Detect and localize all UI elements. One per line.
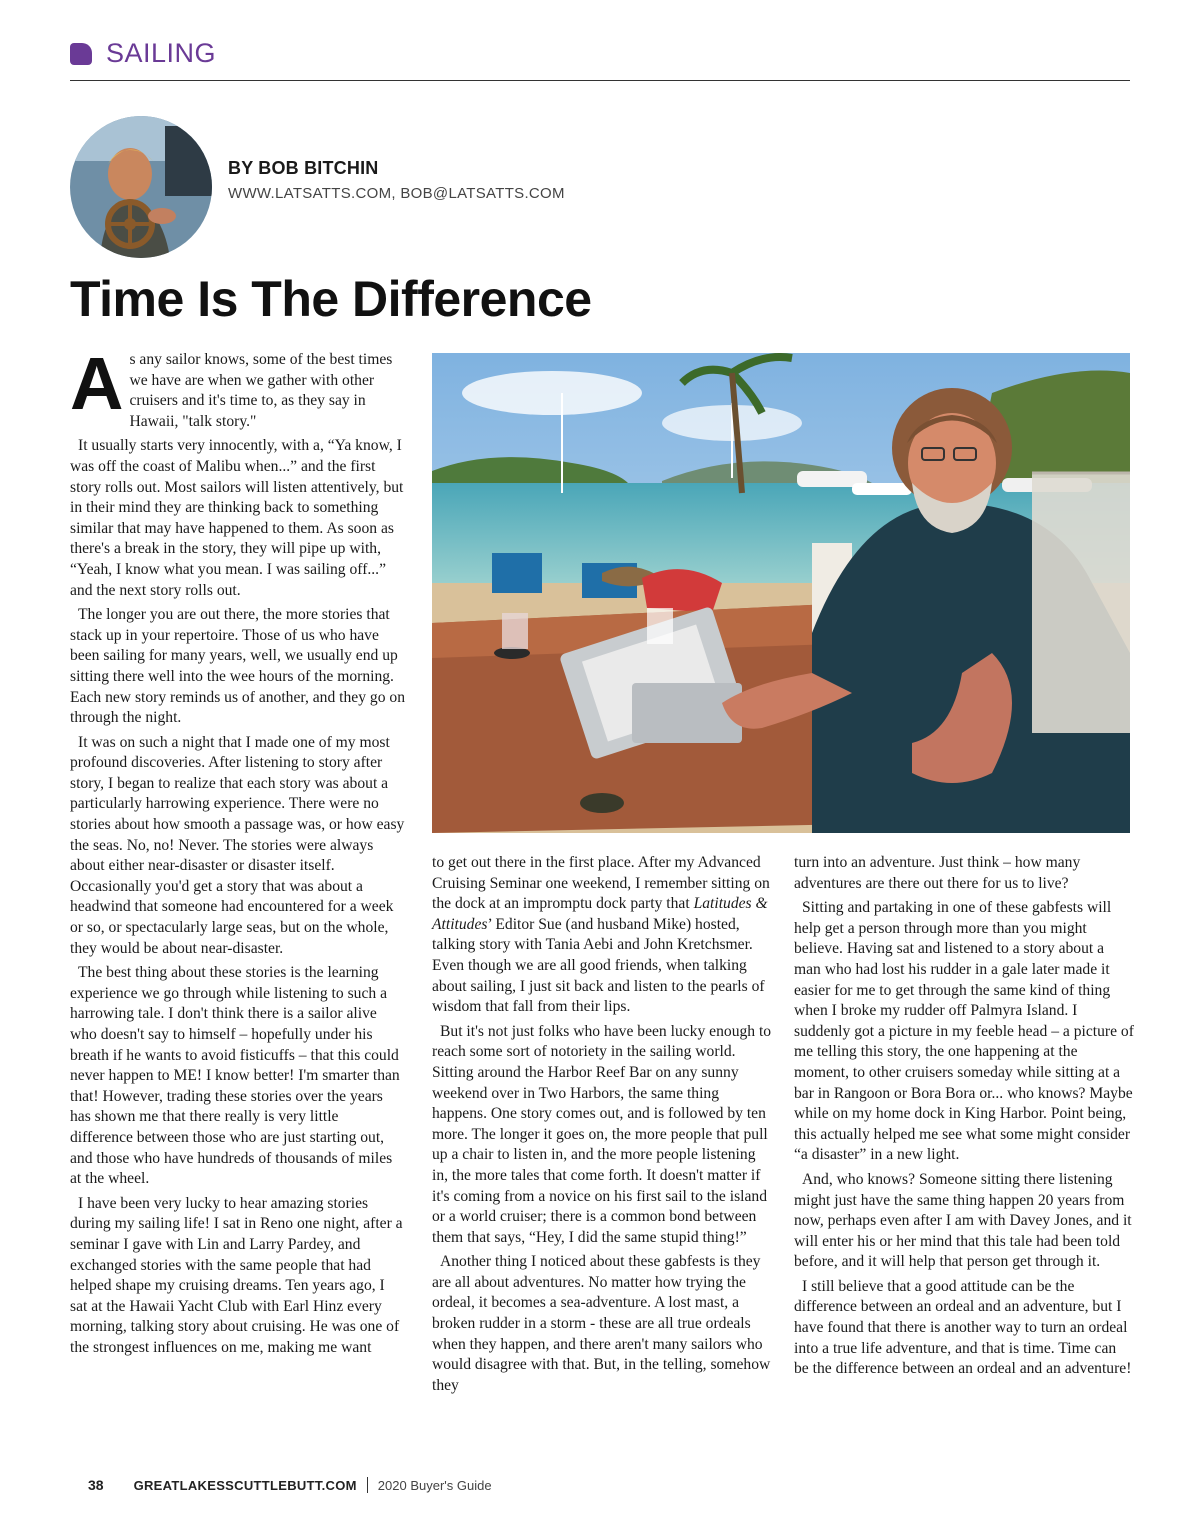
article-column-3: [794, 853, 1134, 1384]
author-contact: WWW.LATSATTS.COM, BOB@LATSATTS.COM: [228, 185, 565, 202]
header-rule: [70, 80, 1130, 81]
footer-divider: [367, 1477, 368, 1493]
article-paragraph: As any sailor knows, some of the best times we have are when we gather with other cruisers and it's time to, as they say in Hawaii, "talk story.": [70, 342, 393, 430]
article-paragraph: Another thing I noticed about these gabfests is they are all about adventures. No matter how trying the ordeal, it becomes a sea-adventure. A lost mast, a broken rudder in a storm - these are all true ordeals when they happen, and there aren't many sailors who would disagree with that. But, in the telling, somehow they: [432, 1253, 771, 1394]
article-column-1: [70, 342, 405, 1363]
article-paragraph: turn into an adventure. Just think – how many adventures are there out there for us to live?: [794, 854, 1081, 892]
author-avatar: [70, 116, 212, 258]
article-paragraph: I still believe that a good attitude can be the difference between an ordeal and an adventure, but I have found that there is another way to turn an ordeal into a true life adventure, and that is time. Time can be the difference between an ordeal and an adventure!: [794, 1277, 1132, 1378]
article-title: Time Is The Difference: [70, 271, 592, 327]
article-paragraph: It usually starts very innocently, with a, “Ya know, I was off the coast of Malibu when...” and the first story rolls out. Most sailors will listen attentively, but in their mind they are thinking back to something similar that may have happened to them. As soon as there's a break in the story, they will pipe up with, “Yeah, I know what you mean. I was sailing off...” and the next story rolls out.: [70, 437, 404, 599]
article-photo: [432, 353, 1130, 833]
page-number: 38: [88, 1477, 104, 1493]
drop-cap: A: [70, 342, 124, 425]
publication-name: Latitudes & Attitudes: [432, 895, 768, 933]
article-paragraph: It was on such a night that I made one of my most profound discoveries. After listening to story after story, I began to realize that each story was about a particularly harrowing experience. There were no stories about how smooth a passage was, or how easy the seas. No, no! Never. The stories were always about either near-disaster or disaster itself. Occasionally you'd get a story that was about a headwind that someone had encountered for a week or so, or spectacularly large seas, but on the whole, they would be about near-disaster.: [70, 733, 405, 957]
article-paragraph: Sitting and partaking in one of these gabfests will help get a person through more than you might believe. Having sat and listened to a story about a man who had lost his rudder in a gale later made it easier for me to get through the same kind of thing when I broke my rudder off Palmyra Island. I suddenly got a picture in my feeble head – a picture of me telling this story, the one happening at the moment, to other cruisers someday while sitting at a bar in Rangoon or Bora Bora or... who knows? Maybe while on my home dock in King Harbor. Point being, this actually helped me see what some might consider “a disaster” in a new light.: [794, 899, 1134, 1164]
article-paragraph: The best thing about these stories is the learning experience we go through while listening to such a harrowing tale. I don't think there is a sailor alive who doesn't say to himself – hopefully under his breath if he wants to avoid fisticuffs – that this could never happen to ME! I know better! I'm smarter than that! However, trading these stories over the years has shown me that there really is very little difference between those who are just starting out, and those who have hundreds of thousands of miles at the wheel.: [70, 964, 400, 1188]
footer-site: GREATLAKESSCUTTLEBUTT.COM: [133, 1477, 357, 1493]
author-name: BY BOB BITCHIN: [228, 158, 379, 178]
article-paragraph: And, who knows? Someone sitting there listening might just have the same thing happen 20 years from now, perhaps even after I am with Davey Jones, and it will enter his or her mind that this tale had been told before, and it will help that person get through it.: [794, 1170, 1132, 1271]
article-paragraph: I have been very lucky to hear amazing stories during my sailing life! I sat in Reno one night, after a seminar I gave with Lin and Larry Pardey, and exchanged stories with the same people that had helped shape my cruising dreams. Ten years ago, I sat at the Hawaii Yacht Club with Earl Hinz every morning, talking story about cruising. He was one of the strongest influences on me, making me want: [70, 1194, 403, 1356]
article-column-2: [432, 853, 772, 1400]
footer-issue: 2020 Buyer's Guide: [377, 1477, 492, 1493]
section-label: SAILING: [106, 38, 217, 68]
article-paragraph: The longer you are out there, the more stories that stack up in your repertoire. Those of us who have been sailing for many years, well, we usually end up sitting there well into the wee hours of the morning. Each new story reminds us of another, and they go on through the night.: [70, 606, 405, 727]
section-header: [70, 38, 216, 69]
byline: [228, 158, 565, 202]
article-paragraph: to get out there in the first place. After my Advanced Cruising Seminar one weekend, I remember sitting on the dock at an impromptu dock party that Latitudes & Attitudes’ Editor Sue (and husband Mike) hosted, talking story with Tania Aebi and John Kretchsmer. Even though we are all good friends, when talking about sailing, I just sit back and listen to the pearls of wisdom that fall from their lips.: [432, 854, 770, 1016]
page-footer: [88, 1477, 492, 1493]
section-square-icon: [70, 43, 92, 65]
article-paragraph: But it's not just folks who have been lucky enough to reach some sort of notoriety in the sailing world. Sitting around the Harbor Reef Bar on any sunny weekend over in Two Harbors, the same thing happens. One story comes out, and is followed by ten more. The longer it goes on, the more people that pull up a chair to listen in, and the more people listening in, the more tales that come forth. It doesn't matter if it's coming from a novice on his first sail to the island or a world cruiser; there is a common bond between them that says, “Hey, I did the same stupid thing!”: [432, 1022, 772, 1246]
